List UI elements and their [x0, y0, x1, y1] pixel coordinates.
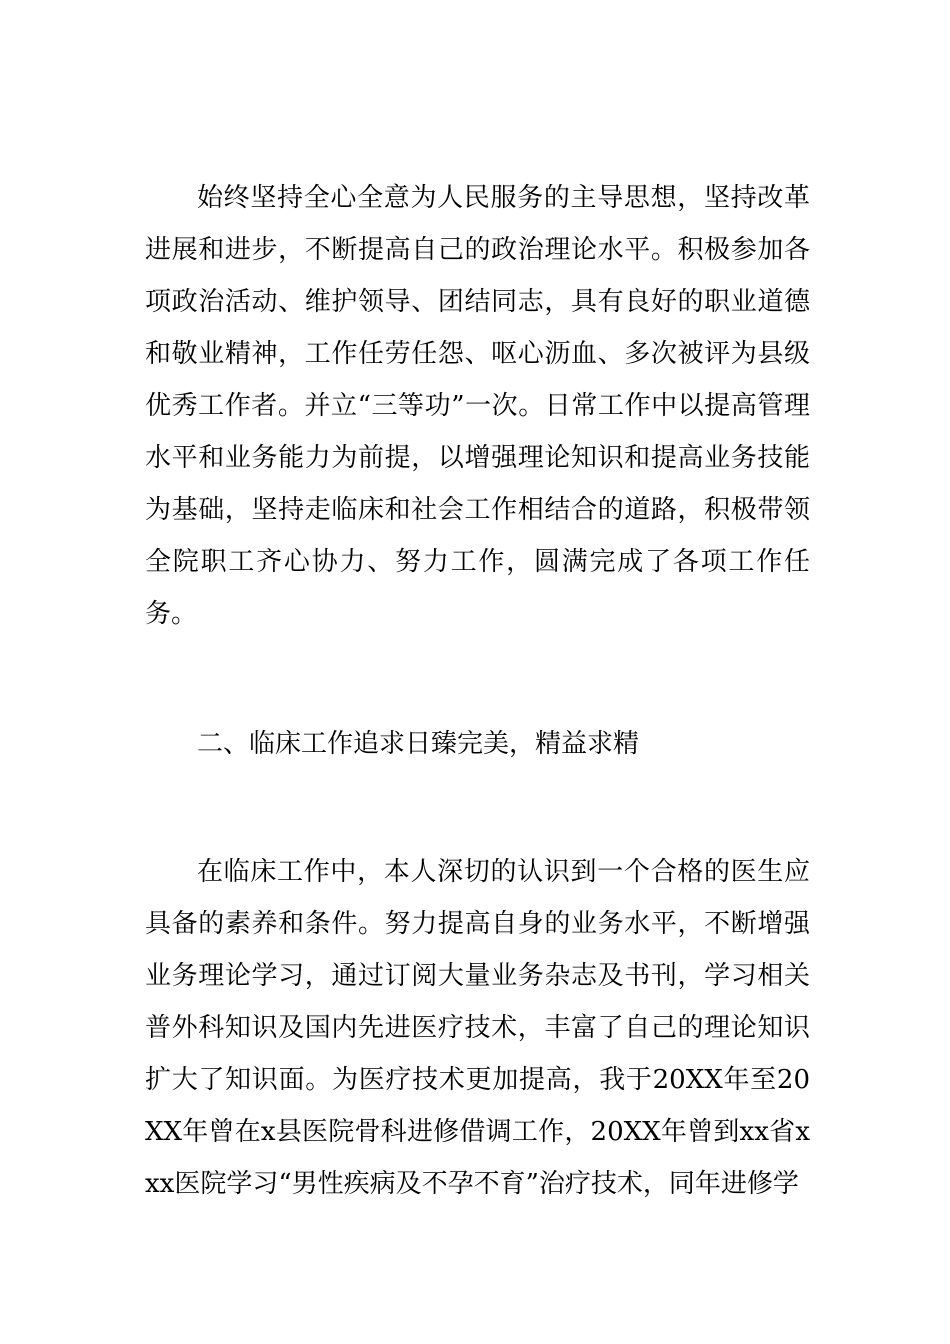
section-heading: 二、临床工作追求日臻完美，精益求精 [197, 729, 640, 759]
body-paragraph-2: 在临床工作中，本人深切的认识到一个合格的医生应具备的素养和条件。努力提高自身的业务水平，不断增强业务理论学习，通过订阅大量业务杂志及书刊，学习相关普外科知识及国内先进医疗技术，丰富了自己的理论知识扩大了知识面。为医疗技术更加提高，我于20XX年至20XX年曾在x县医院骨科进修借调工作，20XX年曾到xx省xxx医院学习“男性疾病及不孕不育”治疗技术，同年进修学 [145, 857, 810, 1199]
body-paragraph-1: 始终坚持全心全意为人民服务的主导思想，坚持改革进展和进步，不断提高自己的政治理论水平。积极参加各项政治活动、维护领导、团结同志，具有良好的职业道德和敬业精神，工作任劳任怨、呕心沥血、多次被评为县级优秀工作者。并立“三等功”一次。日常工作中以提高管理水平和业务能力为前提，以增强理论知识和提高业务技能为基础，坚持走临床和社会工作相结合的道路，积极带领全院职工齐心协力、努力工作，圆满完成了各项工作任务。 [145, 183, 810, 629]
